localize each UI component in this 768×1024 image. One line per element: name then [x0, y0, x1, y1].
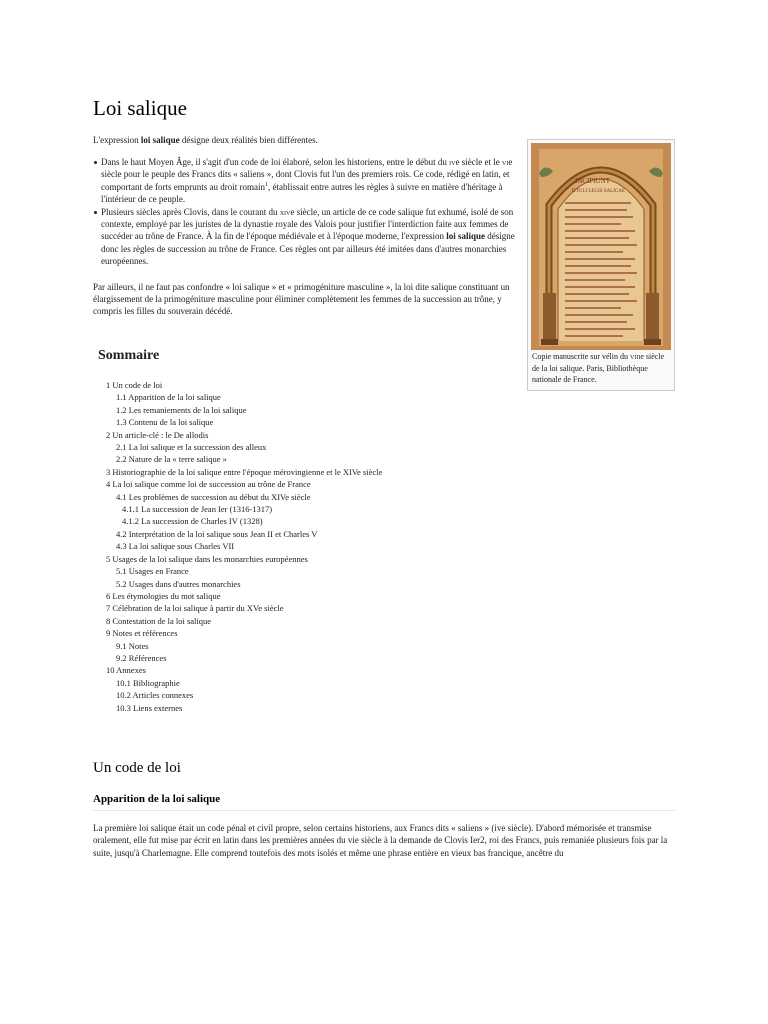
century-link[interactable]: iv	[449, 157, 456, 167]
toc-item[interactable]: 8 Contestation de la loi salique	[106, 615, 212, 626]
divider	[93, 810, 675, 811]
toc-item[interactable]: 10.2 Articles connexes	[116, 690, 194, 701]
toc-item[interactable]: 9.1 Notes	[116, 640, 149, 651]
toc-item[interactable]: 2 Un article-clé : le De allodis	[106, 429, 209, 440]
toc-title: Sommaire	[98, 348, 160, 363]
bold-term: loi salique	[140, 135, 180, 145]
toc-item[interactable]: 5.1 Usages en France	[116, 566, 189, 577]
toc-item[interactable]: 4.1 Les problèmes de succession au début du XIVe siècle	[116, 491, 311, 502]
distinction-paragraph: Par ailleurs, il ne faut pas confondre « loi salique » et « primogéniture masculine », la loi dite salique constituant un élargissement de la primogéniture masculine pour éliminer complètement les femmes de la succession au trône, y compris les filles du souverain décédé.	[93, 282, 510, 316]
toc-list	[92, 379, 422, 714]
bold-term: loi salique	[446, 231, 485, 242]
century-link[interactable]: xiv	[279, 206, 291, 217]
century-link[interactable]: vi	[502, 157, 509, 167]
toc-item[interactable]: 4.1.2 La succession de Charles IV (1328)	[122, 516, 263, 527]
figure-caption: Copie manuscrite sur vélin du viiie siècle de la loi salique. Paris, Bibliothèque nationale de France.	[532, 352, 665, 384]
manuscript-heading: TITULI LEGIS SALICAE	[571, 189, 625, 194]
manuscript-heading: INCIPIUNT	[575, 177, 610, 185]
subsection-heading: Apparition de la loi salique	[93, 793, 221, 805]
toc-item[interactable]: 4 La loi salique comme loi de succession au trône de France	[106, 479, 311, 490]
toc-item[interactable]: 6 Les étymologies du mot salique	[106, 590, 221, 601]
century-link[interactable]: viii	[629, 352, 641, 361]
list-item: Plusieurs siècles après Clovis, dans le courant du xive siècle, un article de ce code salique fut exhumé, isolé de son contexte, employé par les juristes de la dynastie royale des Valois pour justifier l'interdiction faite aux femmes de succéder au trône de France. À la fin de l'époque médiévale et à l'époque moderne, l'expression loi salique désigne donc les règles de succession au trône de France. Ces règles ont par ailleurs été imitées dans d'autres monarchies européennes.	[101, 206, 521, 268]
manuscript-image[interactable]	[531, 143, 671, 350]
definition-list	[93, 156, 521, 268]
toc-item[interactable]: 4.3 La loi salique sous Charles VII	[116, 541, 235, 552]
toc-item[interactable]: 4.2 Interprétation de la loi salique sous Jean II et Charles V	[116, 528, 318, 539]
toc-item[interactable]: 10.3 Liens externes	[116, 702, 183, 713]
toc-item[interactable]: 3 Historiographie de la loi salique entre l'époque mérovingienne et le XIVe siècle	[106, 466, 383, 477]
toc-item[interactable]: 2.2 Nature de la « terre salique »	[116, 454, 227, 465]
toc-item[interactable]: 1.2 Les remaniements de la loi salique	[116, 404, 247, 415]
toc-item[interactable]: 7 Célébration de la loi salique à partir du XVe siècle	[106, 603, 284, 614]
toc-item[interactable]: 10 Annexes	[106, 665, 146, 676]
manuscript-figure	[527, 139, 675, 391]
reference-link[interactable]: 1	[264, 181, 268, 188]
toc-item[interactable]: 1.3 Contenu de la loi salique	[116, 417, 214, 428]
toc-item[interactable]: 1.1 Apparition de la loi salique	[116, 392, 221, 403]
toc-item[interactable]: 9.2 Références	[116, 652, 167, 663]
toc-item[interactable]: 2.1 La loi salique et la succession des alleux	[116, 442, 267, 453]
section-paragraph: La première loi salique était un code pénal et civil propre, selon certains historiens, aux Francs dits « saliens » (ive siècle). D'abord mémorisée et transmise oralement, elle fut mise par écrit en latin dans les premières années du vie siècle à la demande de Clovis Ier2, roi des Francs, puis remaniée plusieurs fois par la suite, jusqu'à Charlemagne. Elle comprend toutefois des mots isolés et même une phrase entière en vieux bas francique, ancêtre du	[93, 823, 668, 858]
toc-item[interactable]: 9 Notes et références	[106, 628, 178, 639]
toc-item[interactable]: 1 Un code de loi	[106, 380, 163, 390]
toc-item[interactable]: 5.2 Usages dans d'autres monarchies	[116, 578, 241, 589]
list-item: Dans le haut Moyen Âge, il s'agit d'un code de loi élaboré, selon les historiens, entre le début du ive siècle et le vie siècle pour le peuple des Francs dits « saliens », dont Clovis fut l'un des premiers rois. Ce code, rédigé en latin, et comportant de forts emprunts au droit romain$^1$, établissait entre autres les règles à suivre en matière d'héritage à l'intérieur de ce peuple.	[101, 156, 521, 206]
intro-paragraph: L'expression loi salique désigne deux réalités bien différentes.	[93, 135, 318, 145]
section-heading: Un code de loi	[93, 760, 181, 776]
toc-item[interactable]: 10.1 Bibliographie	[116, 677, 180, 688]
toc-item[interactable]: 5 Usages de la loi salique dans les monarchies européennes	[106, 553, 308, 564]
page-title: Loi salique	[93, 96, 187, 120]
toc-item[interactable]: 4.1.1 La succession de Jean Ier (1316-1317)	[122, 504, 273, 515]
